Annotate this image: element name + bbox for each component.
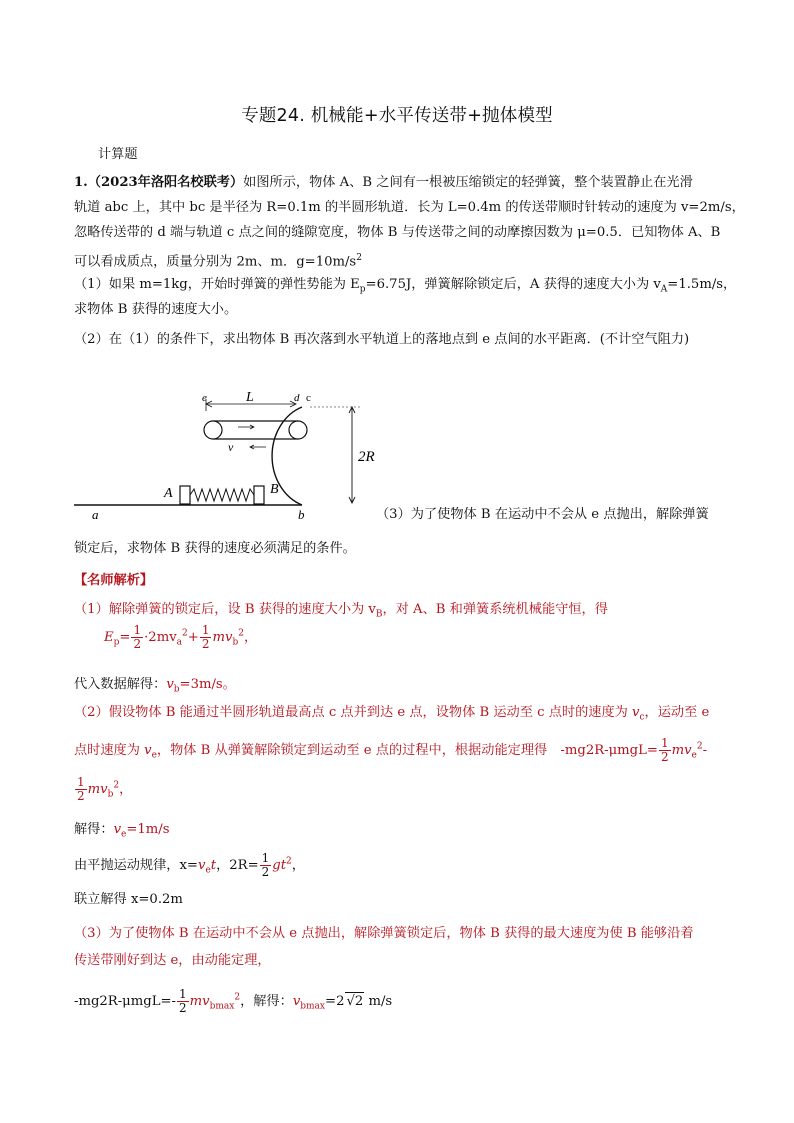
label-v: v [228,440,234,454]
equation-3: -mg2R-μmgL=- $\frac{1}{2}$ $mv_{bmax}^2$，解得：$v_{bmax}=2$ √2 m/s [74,987,393,1015]
solution-step-1: （1）解除弹簧的锁定后，设 B 获得的速度大小为 $v_B$，对 A、B 和弹簧系统机械能守恒，得 [74,602,608,620]
result-1: 代入数据解得：$v_b=3m/s$。 [74,677,236,695]
equation-1: $E_p=$ $\frac{1}{2}$ $\cdot 2mv_a^2+$ $\frac{1}{2}$ $mv_b^2$， [104,623,258,651]
label-c: c [306,392,311,404]
block-b [254,486,264,504]
block-a [180,486,190,504]
left-pulley [204,421,222,439]
solution-step-3-line-1: （3）为了使物体 B 在运动中不会从 e 点抛出，解除弹簧锁定后，物体 B 获得的最大速度为使 B 能够沿着 [74,926,694,941]
document-title: 专题24. 机械能+水平传送带+抛体模型 [241,106,553,126]
question-number: 1. [74,175,88,190]
right-pulley [289,421,307,439]
part3-line-2: 锁定后，求物体 B 获得的速度必须满足的条件。 [74,541,356,556]
label-d: d [294,392,300,404]
label-a-block: A [164,486,173,501]
question-line-4: 可以看成质点，质量分别为 2m、m．$g=10m/s^2$ [74,253,362,270]
part3-line-1: （3）为了使物体 B 在运动中不会从 e 点抛出，解除弹簧 [376,507,709,522]
fraction-half: $\frac{1}{2}$ [178,987,187,1015]
question-line-1 [74,174,693,192]
solution-step-2-line-1: （2）假设物体 B 能通过半圆形轨道最高点 c 点并到达 e 点，设物体 B 运动至 c 点时的速度为 $v_c$，运动至 e [74,705,710,723]
question-source: （2023年洛阳名校联考） [87,175,244,190]
label-2r: 2R [358,449,375,465]
sqrt-symbol: √2 [346,994,364,1009]
solution-step-3-line-2: 传送带刚好到达 e，由动能定理， [74,953,271,968]
label-e: e [202,392,207,404]
part1-line-2: 求物体 B 获得的速度大小。 [74,302,238,317]
section-heading: 计算题 [98,147,138,162]
label-b-block: B [270,482,279,497]
fraction-half: $\frac{1}{2}$ [77,775,85,803]
label-l: L [246,390,254,405]
spring [190,489,254,501]
projectile-equations: 由平抛运动规律，$x=v_et$，2R= $\frac{1}{2}$ $gt^2$， [74,851,305,879]
belt-arrow-bottom [250,445,266,449]
result-2b: 联立解得 x=0.2m [74,892,183,907]
fraction-half: $\frac{1}{2}$ [201,623,210,651]
solution-header: 【名师解析】 [74,573,154,588]
question-line-2: 轨道 abc 上，其中 bc 是半径为 R=0.1m 的半圆形轨道．长为 L=0.4m 的传送带顺时针转动的速度为 v=2m/s， [74,200,745,215]
fraction-half: $\frac{1}{2}$ [133,623,142,651]
label-b-point: b [298,507,305,522]
solution-step-2-line-3: $\frac{1}{2}$ $mv_b^2$， [77,775,133,803]
fraction-half: $\frac{1}{2}$ [660,736,669,764]
question-text-1: 如图所示，物体 A、B 之间有一根被压缩锁定的轻弹簧，整个装置静止在光滑 [243,175,693,190]
fraction-half: $\frac{1}{2}$ [261,851,270,879]
result-2: 解得：$v_e=1m/s$ [74,822,170,840]
physics-diagram [70,385,390,525]
part1-line-1: （1）如果 m=1kg，开始时弹簧的弹性势能为 $E_p=6.75J$，弹簧解除锁定后，A 获得的速度大小为 $v_A=1.5m/s$， [74,277,737,295]
belt-arrow-top [238,425,254,429]
solution-step-2-line-2: 点时速度为 $v_e$，物体 B 从弹簧解除锁定到运动至 e 点的过程中，根据动能定理得 -mg2R-μmgL= $\frac{1}{2}$ $mv_e^2-$ [74,736,708,764]
label-a-point: a [92,507,99,522]
part2-text: （2）在（1）的条件下，求出物体 B 再次落到水平轨道上的落地点到 e 点间的水平距离．(不计空气阻力) [74,332,690,347]
question-line-3: 忽略传送带的 d 端与轨道 c 点之间的缝隙宽度，物体 B 与传送带之间的动摩擦因数为 μ=0.5．已知物体 A、B [74,225,721,240]
